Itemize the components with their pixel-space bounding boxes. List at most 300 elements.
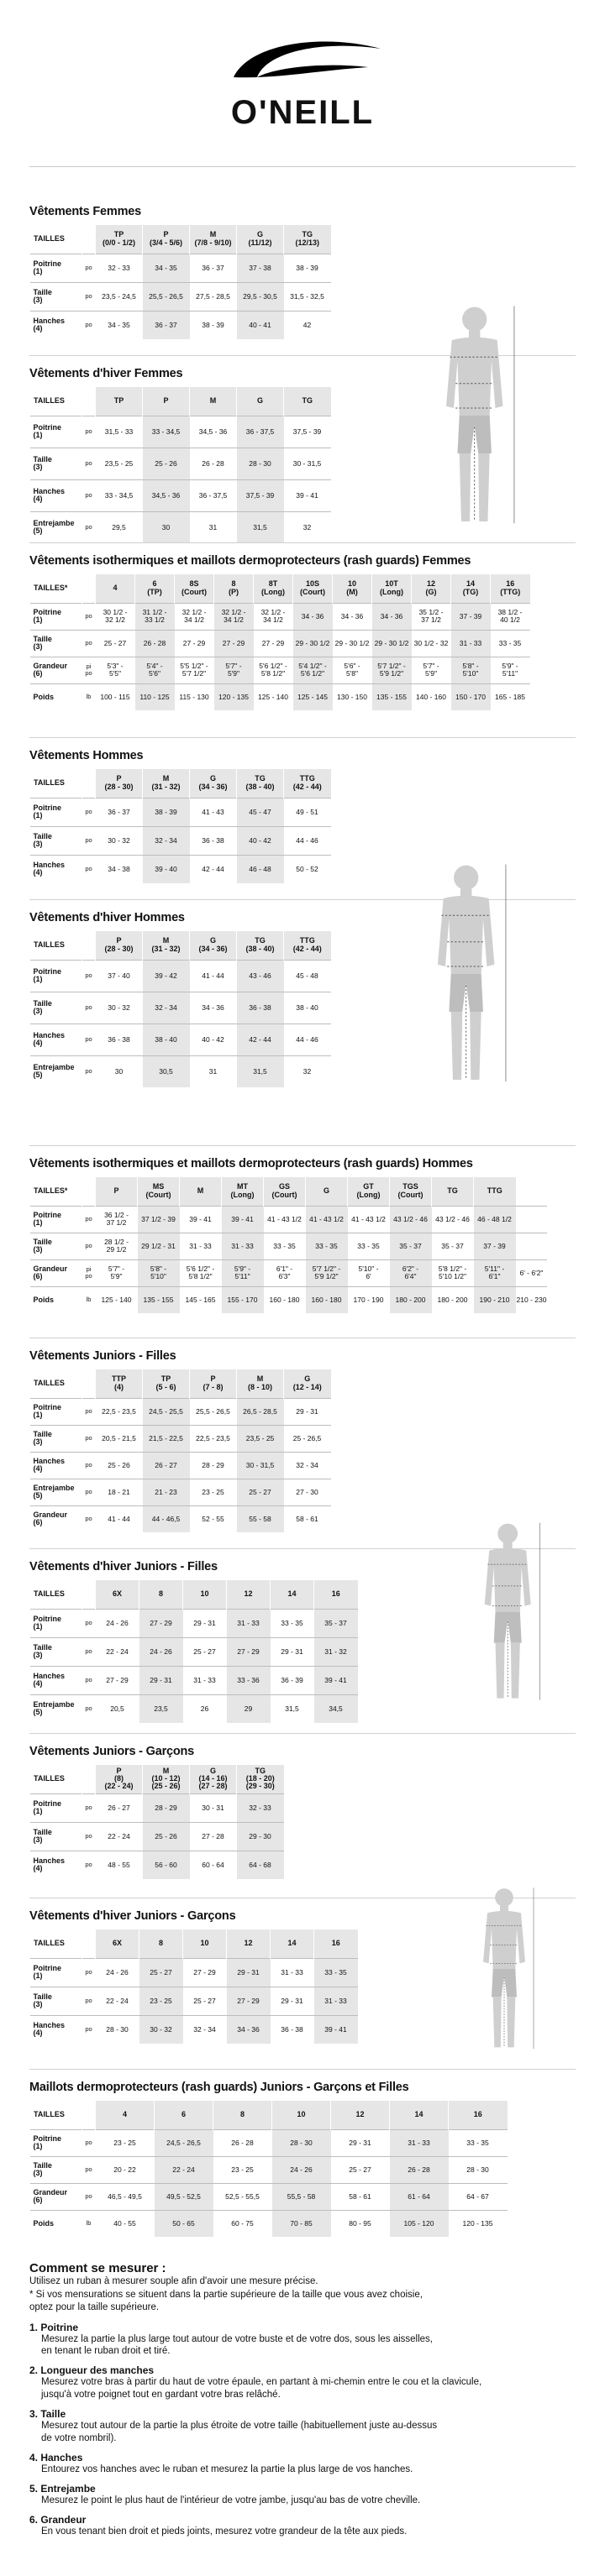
size-column-header: G — [237, 387, 284, 416]
measure-label: Taille (3) — [33, 1827, 52, 1844]
size-value-cell: 50 - 65 — [155, 2210, 213, 2237]
size-column-header: 4 — [96, 2101, 155, 2129]
size-column-header: GS (Court) — [264, 1177, 306, 1206]
size-value-cell: 46 - 48 — [237, 855, 284, 883]
table-row — [30, 2015, 358, 2044]
table-row — [30, 1666, 358, 1694]
size-value-cell: 25 - 27 — [237, 1479, 284, 1505]
size-column-header: TTG — [474, 1177, 516, 1206]
size-value-cell: 38 1/2 - 40 1/2 — [497, 608, 523, 624]
size-value-cell: 26 - 28 — [390, 2156, 449, 2183]
size-value-cell: 25 - 26 — [108, 1460, 130, 1469]
size-value-cell: 39 - 40 — [143, 855, 190, 883]
measure-label: Poitrine (1) — [33, 607, 62, 624]
instruction-heading: 4. Hanches — [29, 2452, 83, 2464]
size-table — [29, 574, 530, 710]
size-value-cell: 30 - 32 — [108, 1003, 130, 1012]
measure-label: Taille (3) — [33, 831, 52, 848]
instruction-body: Mesurez tout autour de la partie la plus étroite de votre taille (habituellement juste au-dessus de votre nombril). — [41, 2421, 438, 2444]
size-value-cell: 170 - 190 — [353, 1295, 384, 1304]
table-row — [30, 1479, 331, 1505]
size-value-cell: 31 - 33 — [193, 1675, 216, 1684]
table-row — [30, 683, 530, 710]
size-column-header: 8T (Long) — [254, 574, 293, 603]
size-value-cell: 33 - 35 — [498, 638, 522, 647]
instruction-heading: 1. Poitrine — [29, 2321, 79, 2333]
size-column-header: M (8 - 10) — [237, 1369, 284, 1398]
size-value-cell: 29 - 30 1/2 — [293, 630, 333, 657]
size-value-cell: 32 - 34 — [193, 2024, 216, 2034]
size-value-cell: 125 - 140 — [101, 1295, 132, 1304]
size-value-cell: 64 - 67 — [466, 2191, 489, 2201]
size-column-header: 14 (TG) — [451, 574, 491, 603]
size-value-cell: 33 - 35 — [466, 2138, 489, 2147]
size-value-cell: 5'11" - 6'1" — [474, 1259, 516, 1286]
size-value-cell: 34 - 36 — [340, 611, 364, 620]
size-value-cell: 31 - 33 — [227, 1609, 271, 1637]
instruction-item — [29, 2514, 576, 2538]
size-value-cell: 36 - 37 — [143, 311, 190, 339]
instruction-body: Mesurez votre bras à partir du haut de votre épaule, en partant à mi-chemin entre le cou et la clavicule, jusqu'à votre poignet tout en gardant votre bras relâché. — [41, 2377, 482, 2401]
size-value-cell: 160 - 180 — [269, 1295, 300, 1304]
unit-label: po — [85, 639, 92, 647]
size-column-header: 10 (M) — [333, 574, 372, 603]
body-measurement-figure-icon — [418, 861, 513, 1087]
size-column-header: P (3/4 - 5/6) — [143, 225, 190, 254]
size-column-header: P (28 - 30) — [96, 769, 143, 798]
size-value-cell: 135 - 155 — [138, 1286, 180, 1313]
size-value-cell: 29 1/2 - 31 — [138, 1233, 180, 1259]
size-value-cell: 38 - 39 — [143, 798, 190, 826]
unit-label: pi po — [85, 1265, 92, 1280]
measure-label: Poitrine (1) — [33, 1402, 62, 1419]
unit-label: po — [85, 1997, 92, 2005]
measure-label: Grandeur (6) — [33, 2187, 68, 2204]
size-value-cell: 50 - 52 — [296, 864, 318, 873]
size-value-cell: 43 1/2 - 46 — [435, 1214, 470, 1223]
size-value-cell: 27 - 29 — [214, 630, 254, 657]
size-value-cell: 26 - 28 — [202, 458, 224, 468]
instruction-body: Mesurez le point le plus haut de l'intérieur de votre jambe, jusqu'au bas de votre cheville. — [41, 2495, 421, 2506]
oneill-wave-logo — [225, 34, 385, 92]
size-value-cell: 37 - 38 — [237, 254, 284, 282]
unit-label: po — [85, 292, 92, 301]
unit-label: po — [85, 1461, 92, 1469]
size-value-cell: 34 - 38 — [108, 864, 130, 873]
size-value-cell: 34 - 36 — [293, 603, 333, 630]
table-row — [30, 1452, 331, 1479]
size-value-cell: 58 - 61 — [349, 2191, 371, 2201]
instruction-item — [29, 2364, 576, 2401]
size-value-cell: 31 — [208, 1066, 218, 1076]
size-value-cell: 27 - 29 — [182, 638, 206, 647]
size-value-cell: 36 - 37,5 — [198, 490, 228, 500]
size-value-cell: 29 — [227, 1694, 271, 1723]
unit-label: po — [85, 612, 92, 620]
size-value-cell: 25 - 27 — [349, 2165, 371, 2174]
section-vetements-d-hiver-juniors-filles — [29, 1560, 358, 1723]
size-value-cell: 145 - 165 — [185, 1295, 216, 1304]
size-value-cell: 28 - 29 — [202, 1460, 224, 1469]
size-value-cell: 56 - 60 — [143, 1851, 190, 1879]
size-value-cell: 28 - 29 — [143, 1793, 190, 1822]
instruction-item — [29, 2452, 576, 2476]
size-value-cell: 30 1/2 - 32 1/2 — [103, 608, 128, 624]
size-value-cell: 31 - 33 — [281, 1967, 303, 1977]
section-vetements-hommes — [29, 749, 331, 883]
size-value-cell: 160 - 180 — [306, 1286, 348, 1313]
size-column-header: G (14 - 16) (27 - 28) — [190, 1765, 237, 1793]
size-value-cell: 41 - 43 1/2 — [351, 1214, 386, 1223]
table-row — [30, 1286, 548, 1313]
size-value-cell: 22,5 - 23,5 — [102, 1406, 136, 1416]
unit-label: po — [85, 1434, 92, 1442]
size-value-cell: 5'6" - 5'8" — [344, 662, 360, 678]
size-value-cell: 27 - 30 — [296, 1487, 318, 1496]
size-value-cell: 41 - 43 — [202, 807, 224, 816]
table-row — [30, 1958, 358, 1987]
size-column-header: 8S (Court) — [175, 574, 214, 603]
size-value-cell: 31,5 — [237, 1055, 284, 1087]
size-value-cell: 40 - 41 — [237, 311, 284, 339]
size-value-cell: 32 - 33 — [108, 263, 130, 272]
unit-label: pi po — [85, 662, 92, 677]
size-value-cell: 31 - 32 — [314, 1637, 358, 1666]
measure-label: Poitrine (1) — [33, 803, 62, 819]
size-value-cell: 39 - 42 — [143, 960, 190, 992]
table-row — [30, 511, 331, 543]
table-row — [30, 603, 530, 630]
size-value-cell: 25 - 27 — [193, 1996, 216, 2005]
measure-label: Hanches (4) — [33, 1030, 66, 1047]
size-value-cell: 36 - 37,5 — [237, 416, 284, 448]
measure-label: Grandeur (6) — [33, 661, 68, 678]
section-divider — [29, 542, 576, 543]
unit-label: po — [85, 1619, 92, 1627]
size-value-cell: 27 - 29 — [261, 638, 285, 647]
measuring-instructions — [29, 2261, 576, 2538]
unit-label: po — [85, 264, 92, 272]
unit-label: po — [85, 459, 92, 468]
unit-label: po — [85, 1407, 92, 1416]
instruction-heading: 3. Taille — [29, 2408, 66, 2421]
section-vetements-isothermiques-et-maillots-dermoprotecteurs-rash-guards-hommes — [29, 1157, 547, 1313]
body-measurement-figure-icon — [469, 1520, 546, 1704]
size-value-cell: 40 - 55 — [113, 2218, 136, 2228]
size-column-header: 16 — [449, 2101, 508, 2129]
size-value-cell: 30,5 — [143, 1055, 190, 1087]
unit-header — [82, 1580, 96, 1609]
table-row — [30, 2210, 508, 2237]
body-measurement-figure-icon — [469, 1885, 539, 2053]
table-row — [30, 1206, 548, 1233]
size-value-cell: 20,5 - 21,5 — [102, 1433, 136, 1442]
size-value-cell: 33 - 35 — [306, 1233, 348, 1259]
size-column-header: 10 — [183, 1929, 227, 1958]
measure-label: Hanches (4) — [33, 2020, 66, 2038]
measure-label: Poitrine (1) — [33, 1798, 62, 1815]
section-title: Vêtements d'hiver Hommes — [29, 911, 185, 924]
table-row — [30, 1259, 548, 1286]
size-value-cell: 55,5 - 58 — [272, 2183, 331, 2210]
size-value-cell: 31 1/2 - 33 1/2 — [135, 603, 175, 630]
size-value-cell: 120 - 135 — [462, 2218, 493, 2228]
size-value-cell: 29 - 30 1/2 — [372, 630, 412, 657]
size-value-cell: 37 1/2 - 39 — [138, 1206, 180, 1233]
size-value-cell: 26 - 28 — [135, 630, 175, 657]
size-value-cell: 5'6 1/2" - 5'8 1/2" — [259, 662, 287, 678]
size-value-cell: 37 - 39 — [451, 603, 491, 630]
size-column-header: TG (38 - 40) — [237, 769, 284, 798]
measure-label: Poitrine (1) — [33, 966, 62, 983]
size-value-cell: 26 - 27 — [108, 1803, 130, 1812]
size-column-header: 14 — [271, 1929, 314, 1958]
size-value-cell: 5'7" - 5'9" — [423, 662, 439, 678]
size-value-cell: 60 - 75 — [231, 2218, 254, 2228]
size-value-cell: 34,5 - 36 — [198, 427, 228, 436]
size-value-cell: 22 - 24 — [155, 2156, 213, 2183]
size-value-cell: 35 - 37 — [314, 1609, 358, 1637]
size-value-cell: 39 - 41 — [314, 2015, 358, 2044]
table-row — [30, 282, 331, 311]
size-value-cell: 155 - 170 — [222, 1286, 264, 1313]
unit-label: po — [85, 836, 92, 845]
size-column-header: 8 (P) — [214, 574, 254, 603]
size-value-cell: 39 - 41 — [189, 1214, 212, 1223]
size-value-cell: 45 - 47 — [237, 798, 284, 826]
measure-label: Hanches (4) — [33, 1456, 66, 1473]
unit-header — [82, 1369, 96, 1398]
size-column-header: M (31 - 32) — [143, 931, 190, 960]
size-value-cell: 32 1/2 - 34 1/2 — [182, 608, 207, 624]
section-title: Vêtements Juniors - Filles — [29, 1349, 176, 1363]
size-value-cell: 37,5 - 39 — [292, 427, 322, 436]
size-value-cell: 43 1/2 - 46 — [390, 1206, 432, 1233]
measure-label: Taille (3) — [33, 1237, 52, 1254]
size-value-cell: 180 - 200 — [390, 1286, 432, 1313]
unit-label: po — [85, 1215, 92, 1223]
measure-label: Poitrine (1) — [33, 2134, 62, 2150]
unit-header — [82, 769, 96, 798]
size-table — [29, 225, 331, 339]
table-row — [30, 1233, 548, 1259]
size-column-header: 16 (TTG) — [491, 574, 530, 603]
table-row — [30, 960, 331, 992]
table-row — [30, 311, 331, 339]
size-value-cell: 32 - 34 — [143, 826, 190, 855]
size-value-cell: 32 - 34 — [296, 1460, 318, 1469]
size-value-cell: 32 - 34 — [143, 992, 190, 1024]
measure-label: Grandeur (6) — [33, 1264, 68, 1280]
table-row — [30, 1425, 331, 1452]
size-column-header: M (31 - 32) — [143, 769, 190, 798]
unit-label: po — [85, 427, 92, 436]
brand-logo-text: O'NEILL — [230, 94, 375, 131]
size-value-cell: 25,5 - 26,5 — [143, 282, 190, 311]
section-title: Vêtements Femmes — [29, 205, 141, 218]
size-value-cell: 52 - 55 — [202, 1514, 224, 1523]
size-value-cell: 23,5 - 25 — [104, 458, 134, 468]
size-value-cell: 33 - 35 — [281, 1618, 303, 1627]
size-value-cell: 29 - 31 — [227, 1958, 271, 1987]
size-header-label: TAILLES — [30, 1580, 82, 1609]
measure-label: Taille (3) — [33, 1642, 52, 1659]
size-value-cell: 39 - 41 — [314, 1666, 358, 1694]
size-value-cell: 23 - 25 — [231, 2165, 254, 2174]
size-value-cell: 37,5 - 39 — [237, 479, 284, 511]
size-value-cell: 5'6 1/2" - 5'8 1/2" — [186, 1264, 215, 1280]
size-value-cell: 35 1/2 - 37 1/2 — [418, 608, 444, 624]
size-value-cell: 27 - 29 — [227, 1637, 271, 1666]
unit-label: po — [85, 1804, 92, 1812]
size-value-cell: 29 - 30 1/2 — [334, 638, 370, 647]
size-value-cell: 28 - 30 — [466, 2165, 489, 2174]
size-value-cell: 31 - 33 — [390, 2129, 449, 2156]
section-divider — [29, 2069, 576, 2070]
size-value-cell: 44 - 46,5 — [143, 1505, 190, 1532]
section-vetements-isothermiques-et-maillots-dermoprotecteurs-rash-guards-femmes — [29, 554, 530, 710]
size-value-cell: 23 - 25 — [139, 1987, 183, 2015]
size-value-cell: 150 - 170 — [451, 683, 491, 710]
size-value-cell: 33 - 35 — [314, 1958, 358, 1987]
size-value-cell: 36 - 37 — [108, 807, 130, 816]
size-column-header: G (34 - 36) — [190, 931, 237, 960]
size-column-header: M (10 - 12) (25 - 26) — [143, 1765, 190, 1793]
size-value-cell: 49 - 51 — [296, 807, 318, 816]
size-value-cell: 32 1/2 - 34 1/2 — [260, 608, 286, 624]
table-row — [30, 2129, 508, 2156]
size-value-cell: 165 - 185 — [495, 692, 525, 701]
table-row — [30, 1398, 331, 1425]
unit-header — [82, 931, 96, 960]
size-value-cell: 29 - 31 — [139, 1666, 183, 1694]
size-value-cell: 29 - 31 — [281, 1996, 303, 2005]
size-value-cell: 28 - 30 — [106, 2024, 129, 2034]
size-value-cell: 31,5 - 33 — [104, 427, 134, 436]
table-row — [30, 1694, 358, 1723]
unit-label: po — [85, 491, 92, 500]
size-value-cell: 36 - 37 — [202, 263, 224, 272]
size-column-header: G (34 - 36) — [190, 769, 237, 798]
size-value-cell: 31,5 — [285, 1704, 299, 1713]
section-vetements-d-hiver-juniors-garcons — [29, 1909, 358, 2044]
section-vetements-femmes — [29, 205, 331, 339]
size-value-cell: 5'4 1/2" - 5'6 1/2" — [293, 657, 333, 683]
section-maillots-dermoprotecteurs-rash-guards-juniors-garcons-et-filles — [29, 2081, 508, 2237]
size-value-cell: 30 — [114, 1066, 124, 1076]
unit-label: po — [85, 1647, 92, 1656]
unit-label: po — [85, 1515, 92, 1523]
table-row — [30, 479, 331, 511]
size-value-cell: 52,5 - 55,5 — [225, 2191, 260, 2201]
size-value-cell: 36 - 39 — [281, 1675, 303, 1684]
measure-label: Poitrine (1) — [33, 1963, 62, 1980]
section-title: Vêtements isothermiques et maillots dermoprotecteurs (rash guards) Hommes — [29, 1157, 473, 1170]
size-value-cell: 38 - 40 — [143, 1024, 190, 1055]
size-column-header: 16 — [314, 1580, 358, 1609]
size-table — [29, 1369, 331, 1532]
size-value-cell: 29,5 — [112, 522, 126, 531]
size-value-cell: 5'7" - 5'9" — [108, 1264, 125, 1280]
section-vetements-d-hiver-hommes — [29, 911, 331, 1087]
size-value-cell: 23 - 25 — [202, 1487, 224, 1496]
size-value-cell: 24 - 26 — [272, 2156, 331, 2183]
size-value-cell: 70 - 85 — [272, 2210, 331, 2237]
unit-label: po — [85, 1676, 92, 1684]
table-row — [30, 254, 331, 282]
size-column-header: 16 — [314, 1929, 358, 1958]
size-column-header: TG — [432, 1177, 474, 1206]
size-column-header: 6X — [96, 1929, 139, 1958]
size-value-cell: 5'8 1/2" - 5'10 1/2" — [438, 1264, 467, 1280]
instruction-body: Entourez vos hanches avec le ruban et mesurez la partie la plus large de vos hanches. — [41, 2464, 413, 2475]
size-column-header: TP (0/0 - 1/2) — [96, 225, 143, 254]
table-row — [30, 798, 331, 826]
size-column-header: P — [96, 1177, 138, 1206]
size-value-cell: 23,5 - 24,5 — [102, 291, 136, 301]
measure-label: Poitrine (1) — [33, 259, 62, 275]
measure-label: Entrejambe (5) — [33, 1483, 75, 1500]
size-value-cell: 41 - 43 1/2 — [267, 1214, 302, 1223]
measure-label: Poitrine (1) — [33, 1614, 62, 1631]
section-vetements-juniors-filles — [29, 1349, 331, 1532]
size-value-cell: 125 - 145 — [293, 683, 333, 710]
section-title: Vêtements Juniors - Garçons — [29, 1745, 195, 1758]
measure-label: Taille (3) — [33, 634, 52, 651]
table-row — [30, 855, 331, 883]
size-column-header: 10 — [183, 1580, 227, 1609]
size-value-cell: 25 - 27 — [103, 638, 127, 647]
size-value-cell: 60 - 64 — [202, 1860, 224, 1869]
size-header-label: TAILLES — [30, 1929, 82, 1958]
size-column-header: 6 — [155, 2101, 213, 2129]
size-value-cell: 32 1/2 - 34 1/2 — [214, 603, 254, 630]
size-value-cell: 27 - 29 — [193, 1967, 216, 1977]
measure-label: Grandeur (6) — [33, 1510, 68, 1527]
size-value-cell: 125 - 140 — [258, 692, 288, 701]
table-row — [30, 657, 530, 683]
size-value-cell: 41 - 44 — [202, 971, 224, 980]
size-header-label: TAILLES — [30, 1765, 82, 1793]
size-value-cell: 24,5 - 25,5 — [143, 1398, 190, 1425]
size-column-header: MT (Long) — [222, 1177, 264, 1206]
table-row — [30, 1851, 284, 1879]
size-column-header: 4 — [96, 574, 135, 603]
size-column-header: TTG (42 - 44) — [284, 769, 331, 798]
measure-label: Poitrine (1) — [33, 422, 62, 439]
size-value-cell: 38 - 40 — [296, 1003, 318, 1012]
size-value-cell: 5'10" - 6' — [358, 1264, 379, 1280]
measure-label: Poids — [33, 1295, 55, 1304]
size-value-cell: 180 - 200 — [437, 1295, 468, 1304]
size-column-header: P (7 - 8) — [190, 1369, 237, 1398]
size-column-header: 8 — [139, 1929, 183, 1958]
size-column-header: G — [306, 1177, 348, 1206]
unit-header — [82, 387, 96, 416]
size-value-cell: 35 - 37 — [390, 1233, 432, 1259]
instruction-body: Mesurez la partie la plus large tout autour de votre buste et de votre dos, sous les aisselles, en tenant le ruban droit et tiré. — [41, 2333, 434, 2357]
size-column-header: 8 — [139, 1580, 183, 1609]
size-column-header: 12 — [227, 1580, 271, 1609]
section-title: Vêtements d'hiver Femmes — [29, 367, 183, 380]
size-value-cell: 18 - 21 — [108, 1487, 130, 1496]
size-value-cell: 61 - 64 — [390, 2183, 449, 2210]
size-value-cell: 36 - 38 — [202, 835, 224, 845]
size-value-cell: 30 1/2 - 32 — [413, 638, 449, 647]
size-value-cell: 39 - 41 — [296, 490, 318, 500]
header — [0, 0, 605, 168]
size-value-cell: 110 - 125 — [135, 683, 175, 710]
